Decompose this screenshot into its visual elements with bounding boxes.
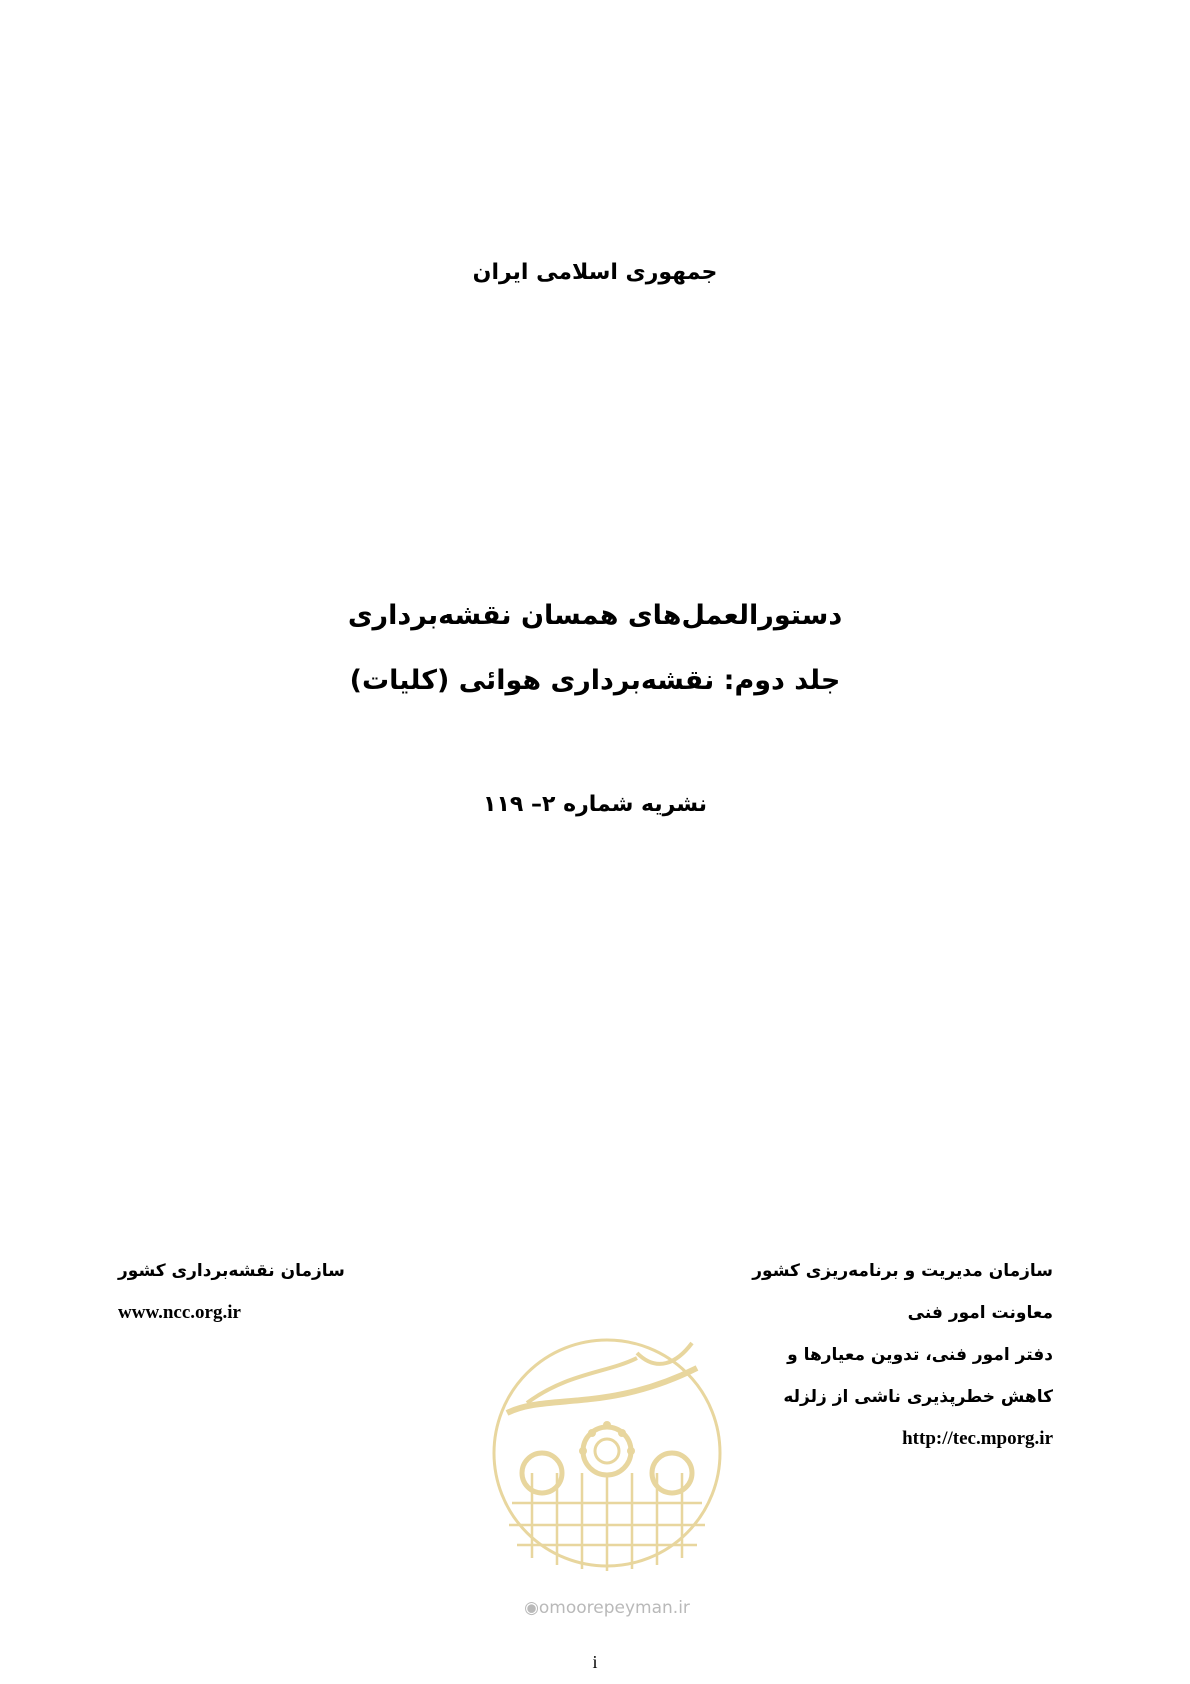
survey-org: سازمان نقشه‌برداری کشور [118, 1261, 345, 1281]
publisher-org: سازمان مدیریت و برنامه‌ریزی کشور [752, 1261, 1053, 1281]
publisher-left-block [118, 1250, 438, 1334]
survey-org-url[interactable]: www.ncc.org.ir [118, 1302, 241, 1323]
publisher-office-line1: دفتر امور فنی، تدوین معیارها و [787, 1345, 1053, 1365]
watermark-logo-icon [487, 1333, 727, 1598]
globe-icon: ◉ [524, 1598, 539, 1618]
publisher-office-line2: کاهش خطرپذیری ناشی از زلزله [783, 1387, 1053, 1407]
country-heading: جمهوری اسلامی ایران [472, 260, 718, 285]
page-number: i [592, 1652, 598, 1672]
document-title: دستورالعمل‌های همسان نقشه‌برداری [347, 600, 843, 631]
publisher-url[interactable]: http://tec.mporg.ir [902, 1428, 1053, 1449]
publisher-deputy: معاونت امور فنی [907, 1303, 1053, 1323]
document-volume-title: جلد دوم: نقشه‌برداری هوائی (کلیات) [349, 665, 841, 696]
publication-number: نشریه شماره ۲– ۱۱۹ [483, 792, 707, 817]
watermark-caption: ◉omoorepeyman.ir [524, 1598, 690, 1618]
